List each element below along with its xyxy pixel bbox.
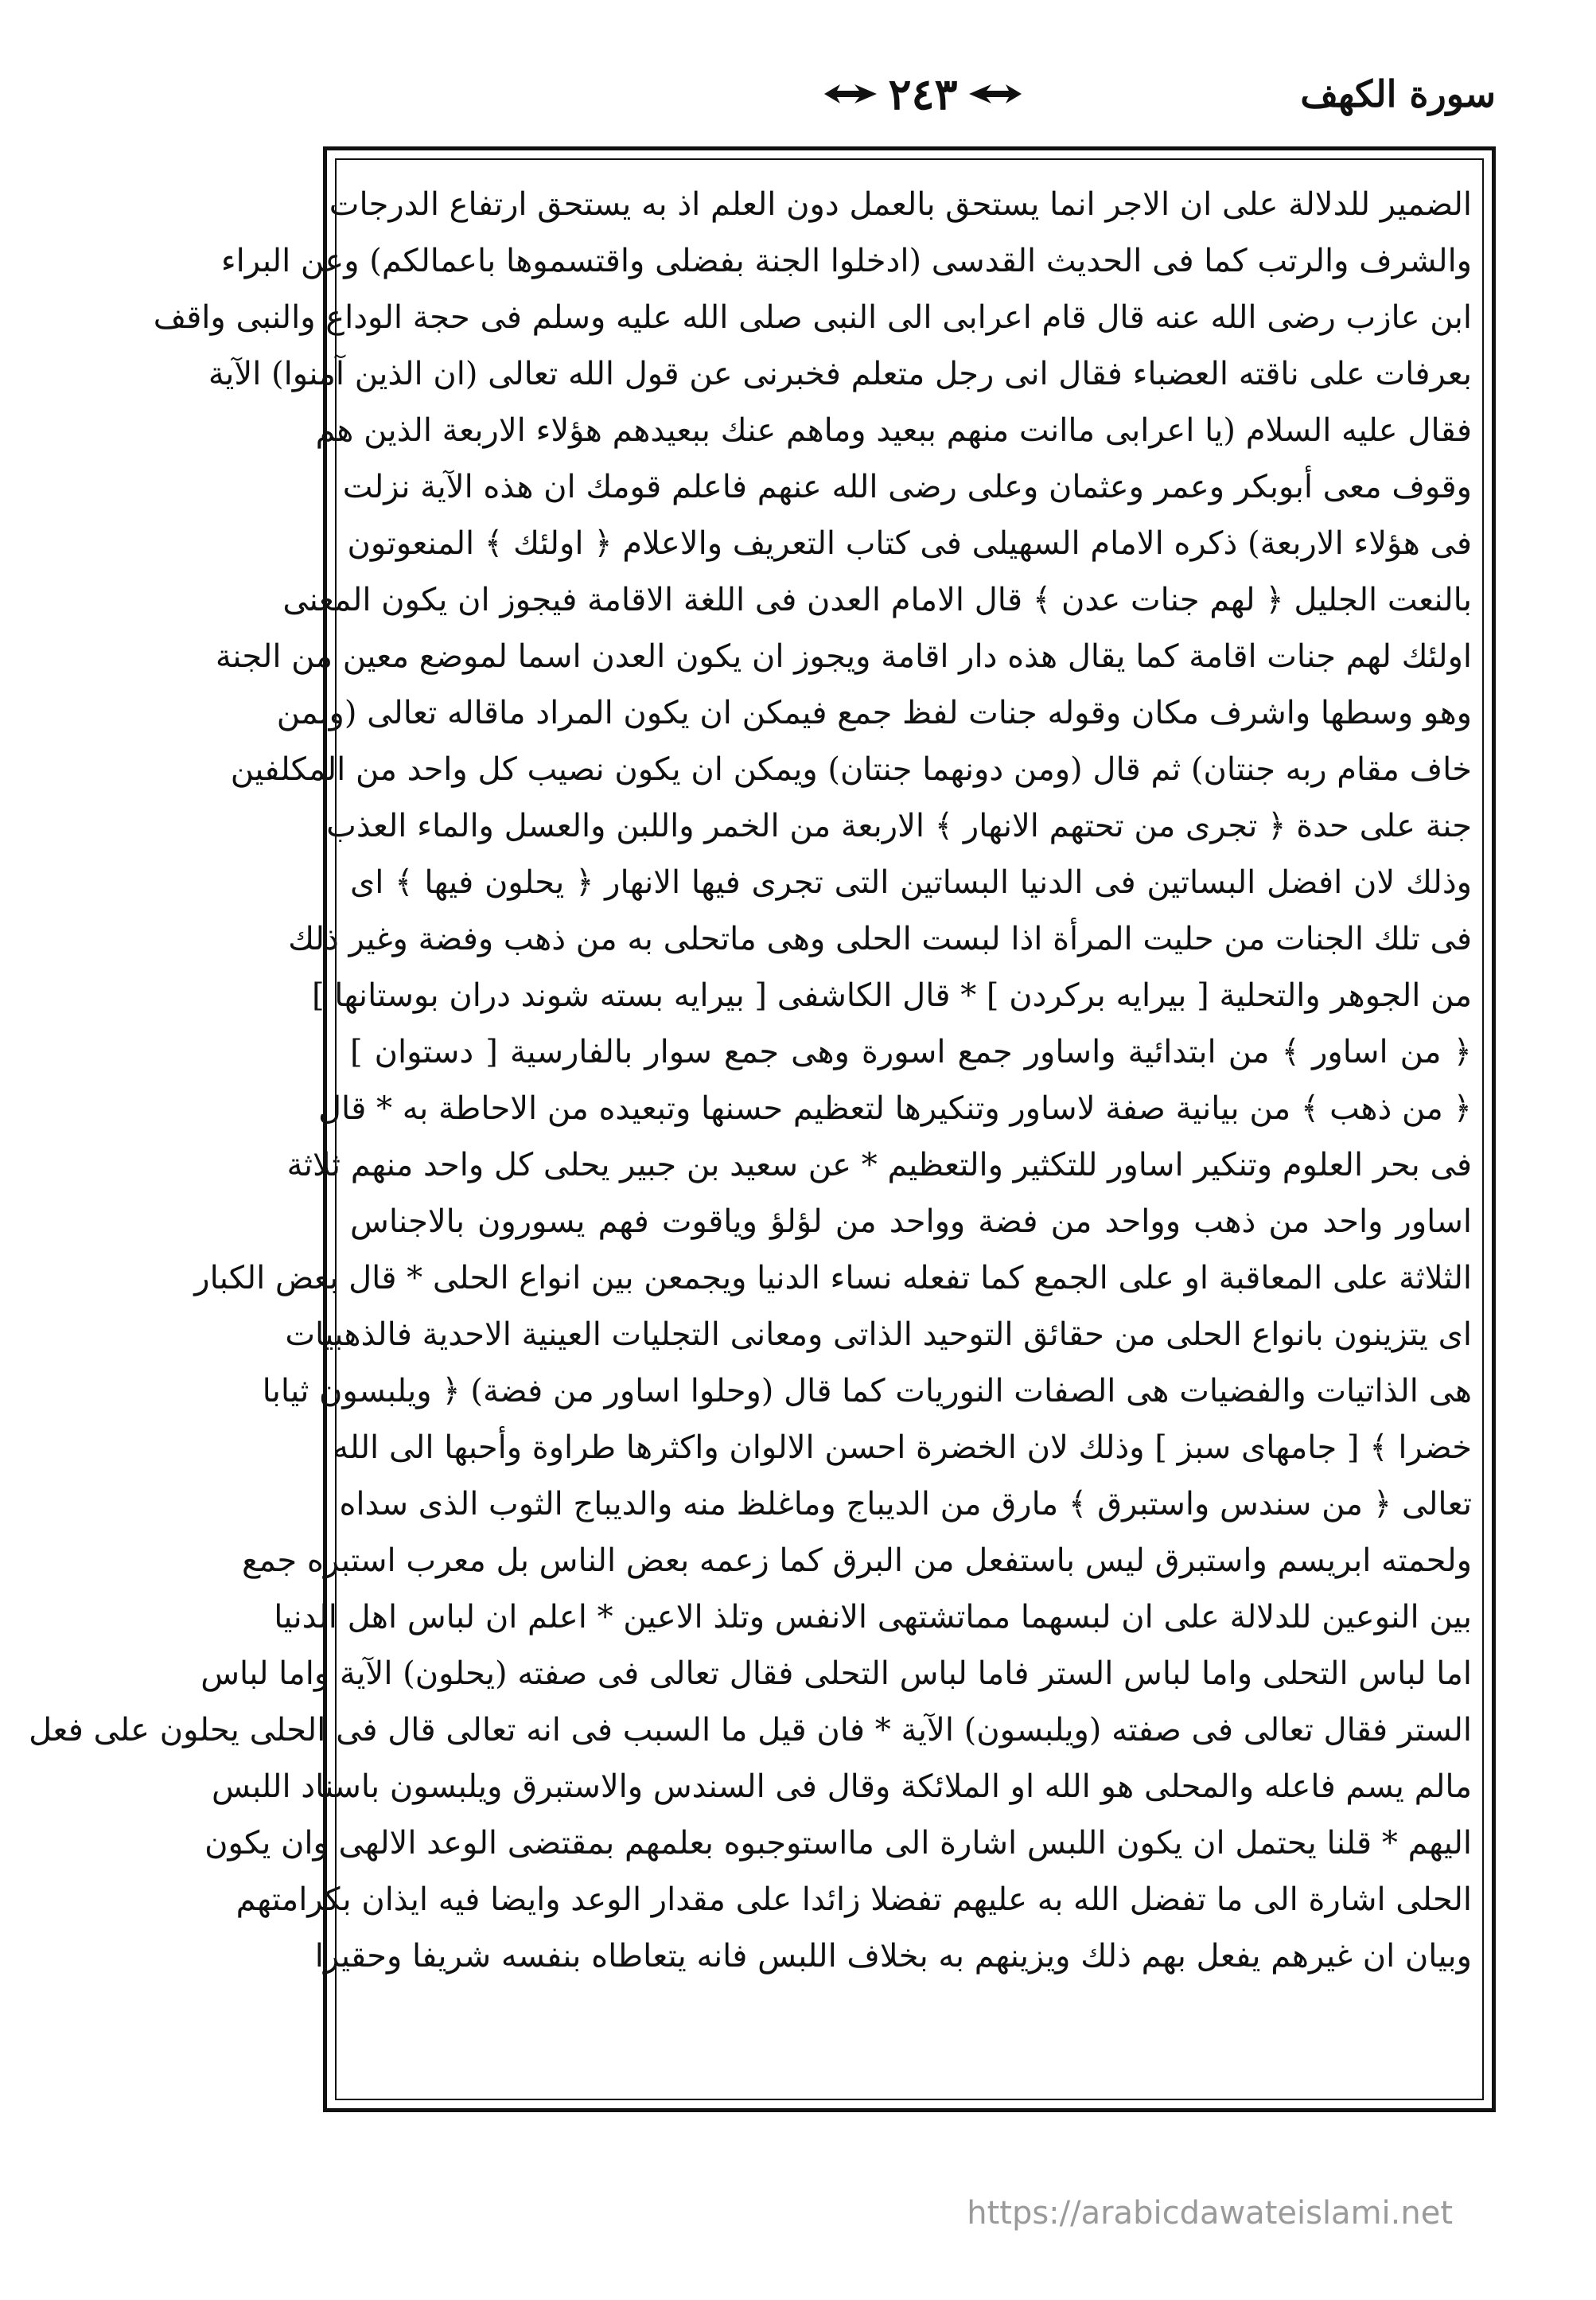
text-line: وبيان ان غيرهم يفعل بهم ذلك ويزينهم به بخلاف اللبس فانه يتعاطاه بنفسه شريفا وحقيرا bbox=[314, 1938, 1472, 1974]
page-number-group bbox=[796, 62, 1050, 126]
text-line: اى يتزينون بانواع الحلى من حقائق التوحيد الذاتى ومعانى التجليات العينية الاحدية فالذهبيات bbox=[285, 1316, 1472, 1353]
text-line: بعرفات على ناقته العضباء فقال انى رجل متعلم فخبرنى عن قول الله تعالى (ان الذين آمنوا) الآية bbox=[208, 356, 1472, 392]
text-line: الستر فقال تعالى فى صفته (ويلبسون) الآية * فان قيل ما السبب فى انه تعالى قال فى الحلى يحلون على فعل bbox=[29, 1712, 1472, 1748]
text-line: فى هؤلاء الاربعة) ذكره الامام السهيلى فى كتاب التعريف والاعلام ﴿ اولئك ﴾ المنعوتون bbox=[347, 525, 1472, 562]
text-line: فى تلك الجنات من حليت المرأة اذا لبست الحلى وهى ماتحلى به من ذهب وفضة وغير ذلك bbox=[288, 921, 1472, 957]
text-line: تعالى ﴿ من سندس واستبرق ﴾ مارق من الديباج وماغلظ منه والديباج الثوب الذى سداه bbox=[339, 1486, 1472, 1522]
text-line: بالنعت الجليل ﴿ لهم جنات عدن ﴾ قال الامام العدن فى اللغة الاقامة فيجوز ان يكون المعنى bbox=[282, 582, 1472, 618]
text-line: فى بحر العلوم وتنكير اساور للتكثير والتعظيم * عن سعيد بن جبير يحلى كل واحد منهم ثلاثة bbox=[286, 1147, 1472, 1183]
watermark-url: https://arabicdawateislami.net bbox=[967, 2195, 1453, 2232]
text-line: وذلك لان افضل البساتين فى الدنيا البساتين التى تجرى فيها الانهار ﴿ يحلون فيها ﴾ اى bbox=[350, 864, 1472, 901]
text-line: والشرف والرتب كما فى الحديث القدسى (ادخلوا الجنة بفضلى واقتسموها باعمالكم) وعن البراء bbox=[220, 243, 1472, 279]
text-line bbox=[350, 1985, 1472, 2041]
text-line: وقوف معى أبوبكر وعمر وعثمان وعلى رضى الله عنهم فاعلم قومك ان هذه الآية نزلت bbox=[342, 469, 1472, 505]
left-ornament-icon bbox=[823, 80, 878, 107]
text-line: الضمير للدلالة على ان الاجر انما يستحق بالعمل دون العلم اذ به يستحق ارتفاع الدرجات bbox=[329, 186, 1472, 223]
text-line: اساور واحد من ذهب وواحد من فضة وواحد من لؤلؤ وياقوت فهم يسورون بالاجناس bbox=[350, 1203, 1472, 1240]
text-line: هى الذاتيات والفضيات هى الصفات النوريات كما قال (وحلوا اساور من فضة) ﴿ ويلبسون ثيابا bbox=[262, 1373, 1472, 1409]
text-line: ولحمته ابريسم واستبرق ليس باستفعل من البرق كما زعمه بعض الناس بل معرب استبره جمع bbox=[242, 1542, 1472, 1579]
text-line: وهو وسطها واشرف مكان وقوله جنات لفظ جمع فيمكن ان يكون المراد ماقاله تعالى (ولمن bbox=[276, 695, 1472, 731]
text-line: فقال عليه السلام (يا اعرابى ماانت منهم ببعيد وماهم عنك ببعيدهم هؤلاء الاربعة الذين هم bbox=[315, 412, 1472, 449]
main-text bbox=[29, 177, 1472, 2095]
right-ornament-icon bbox=[967, 80, 1023, 107]
text-line: مالم يسم فاعله والمحلى هو الله او الملائكة وقال فى السندس والاستبرق ويلبسون باسناد اللبس bbox=[211, 1768, 1472, 1805]
text-line: ابن عازب رضى الله عنه قال قام اعرابى الى النبى صلى الله عليه وسلم فى حجة الوداع والنبى واقف bbox=[153, 299, 1472, 336]
surah-title: سورة الكهف bbox=[1300, 72, 1496, 115]
page-header bbox=[318, 48, 1496, 143]
page-number: ٢٤٣ bbox=[888, 68, 958, 119]
text-line: اليهم * قلنا يحتمل ان يكون اللبس اشارة الى مااستوجبوه بعلمهم بمقتضى الوعد الالهى وان يكون bbox=[204, 1825, 1472, 1861]
text-line: بين النوعين للدلالة على ان لبسهما مماتشتهى الانفس وتلذ الاعين * اعلم ان لباس اهل الدنيا bbox=[274, 1599, 1472, 1635]
text-line: الحلى اشارة الى ما تفضل الله به عليهم تفضلا زائدا على مقدار الوعد وايضا فيه ايذان بكرامتهم bbox=[236, 1881, 1472, 1918]
text-line: من الجوهر والتحلية [ بيرايه بركردن ] * قال الكاشفى [ بيرايه بسته شوند دران بوستانها ] bbox=[311, 977, 1472, 1014]
text-line bbox=[350, 2041, 1472, 2098]
text-line: اما لباس التحلى واما لباس الستر فاما لباس التحلى فقال تعالى فى صفته (يحلون) الآية واما لباس bbox=[200, 1655, 1472, 1692]
text-line: الثلاثة على المعاقبة او على الجمع كما تفعله نساء الدنيا ويجمعن بين انواع الحلى * قال بعض الكبار bbox=[194, 1260, 1472, 1296]
text-line: جنة على حدة ﴿ تجرى من تحتهم الانهار ﴾ الاربعة من الخمر واللبن والعسل والماء العذب bbox=[326, 808, 1472, 844]
text-line: خضرا ﴾ [ جامهاى سبز ] وذلك لان الخضرة احسن الالوان واكثرها طراوة وأحبها الى الله bbox=[333, 1429, 1472, 1466]
text-line: اولئك لهم جنات اقامة كما يقال هذه دار اقامة ويجوز ان يكون العدن اسما لموضع معين من الجنة bbox=[215, 638, 1472, 675]
text-line: ﴿ من ذهب ﴾ من بيانية صفة لاساور وتنكيرها لتعظيم حسنها وتبعيده من الاحاطة به * قال bbox=[317, 1090, 1472, 1127]
text-line: خاف مقام ربه جنتان) ثم قال (ومن دونهما جنتان) ويمكن ان يكون نصيب كل واحد من المكلفين bbox=[230, 751, 1472, 788]
text-line: ﴿ من اساور ﴾ من ابتدائية واساور جمع اسورة وهى جمع سوار بالفارسية [ دستوان ] bbox=[350, 1034, 1472, 1070]
